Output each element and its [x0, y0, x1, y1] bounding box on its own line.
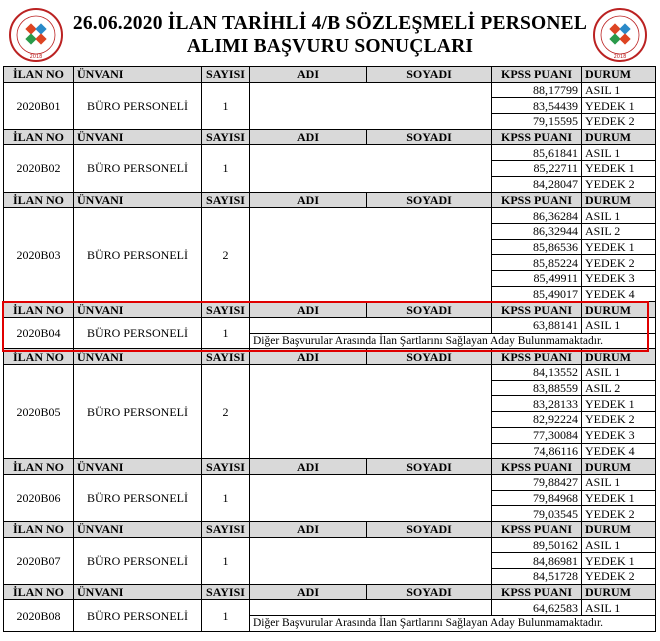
durum-cell: YEDEK 1 — [582, 161, 656, 177]
ilan-no-cell: 2020B07 — [4, 537, 74, 584]
name-surname-redacted — [250, 145, 492, 192]
kpss-cell: 89,50162 — [492, 537, 582, 553]
durum-cell: ASIL 1 — [582, 318, 656, 334]
column-header-soyadi: SOYADI — [367, 67, 492, 83]
title-line-1: 26.06.2020 İLAN TARİHLİ 4/B SÖZLEŞMELİ PERSONEL — [72, 13, 588, 34]
sayi-cell: 1 — [202, 82, 250, 129]
name-surname-redacted — [250, 600, 492, 616]
column-header-unvani: ÜNVANI — [74, 302, 202, 318]
durum-cell: YEDEK 1 — [582, 396, 656, 412]
column-header-soyadi: SOYADI — [367, 129, 492, 145]
durum-cell: YEDEK 4 — [582, 443, 656, 459]
table-row — [4, 365, 656, 381]
kpss-cell: 82,92224 — [492, 412, 582, 428]
durum-cell: YEDEK 2 — [582, 114, 656, 130]
unvan-cell: BÜRO PERSONELİ — [74, 537, 202, 584]
table-header-row — [4, 584, 656, 600]
column-header-ilan-no: İLAN NO — [4, 459, 74, 475]
table-row — [4, 474, 656, 490]
unvan-cell: BÜRO PERSONELİ — [74, 474, 202, 521]
unvan-cell: BÜRO PERSONELİ — [74, 600, 202, 631]
name-surname-redacted — [250, 208, 492, 302]
note-cell: Diğer Başvurular Arasında İlan Şartlarını Sağlayan Aday Bulunmamaktadır. — [250, 333, 656, 349]
column-header-durum: DURUM — [582, 584, 656, 600]
sayi-cell: 1 — [202, 474, 250, 521]
column-header-kpss: KPSS PUANI — [492, 459, 582, 475]
column-header-kpss: KPSS PUANI — [492, 302, 582, 318]
name-surname-redacted — [250, 537, 492, 584]
kpss-cell: 83,54439 — [492, 98, 582, 114]
durum-cell: ASIL 2 — [582, 223, 656, 239]
column-header-kpss: KPSS PUANI — [492, 584, 582, 600]
table-row — [4, 537, 656, 553]
column-header-adi: ADI — [250, 459, 367, 475]
column-header-sayisi: SAYISI — [202, 302, 250, 318]
column-header-adi: ADI — [250, 584, 367, 600]
durum-cell: ASIL 1 — [582, 537, 656, 553]
durum-cell: YEDEK 1 — [582, 98, 656, 114]
kpss-cell: 85,22711 — [492, 161, 582, 177]
table-header-row — [4, 67, 656, 83]
sayi-cell: 1 — [202, 600, 250, 631]
column-header-unvani: ÜNVANI — [74, 192, 202, 208]
durum-cell: ASIL 2 — [582, 380, 656, 396]
svg-text:2018: 2018 — [613, 54, 627, 60]
column-header-adi: ADI — [250, 129, 367, 145]
column-header-durum: DURUM — [582, 129, 656, 145]
table-row — [4, 145, 656, 161]
unvan-cell: BÜRO PERSONELİ — [74, 82, 202, 129]
unvan-cell: BÜRO PERSONELİ — [74, 208, 202, 302]
kpss-cell: 79,84968 — [492, 490, 582, 506]
kpss-cell: 77,30084 — [492, 427, 582, 443]
university-logo-icon — [592, 7, 648, 63]
kpss-cell: 85,49911 — [492, 270, 582, 286]
name-surname-redacted — [250, 474, 492, 521]
column-header-soyadi: SOYADI — [367, 349, 492, 365]
column-header-unvani: ÜNVANI — [74, 521, 202, 537]
table-header-row — [4, 349, 656, 365]
kpss-cell: 83,88559 — [492, 380, 582, 396]
ilan-no-cell: 2020B01 — [4, 82, 74, 129]
table-row — [4, 600, 656, 616]
durum-cell: ASIL 1 — [582, 82, 656, 98]
column-header-durum: DURUM — [582, 67, 656, 83]
column-header-durum: DURUM — [582, 521, 656, 537]
unvan-cell: BÜRO PERSONELİ — [74, 145, 202, 192]
kpss-cell: 79,15595 — [492, 114, 582, 130]
table-header-row — [4, 129, 656, 145]
table-header-row — [4, 459, 656, 475]
durum-cell: ASIL 1 — [582, 208, 656, 224]
university-logo-icon — [8, 7, 64, 63]
column-header-soyadi: SOYADI — [367, 302, 492, 318]
column-header-ilan-no: İLAN NO — [4, 67, 74, 83]
kpss-cell: 79,88427 — [492, 474, 582, 490]
kpss-cell: 85,86536 — [492, 239, 582, 255]
ilan-no-cell: 2020B02 — [4, 145, 74, 192]
column-header-sayisi: SAYISI — [202, 67, 250, 83]
column-header-adi: ADI — [250, 67, 367, 83]
durum-cell: ASIL 1 — [582, 600, 656, 616]
column-header-sayisi: SAYISI — [202, 192, 250, 208]
kpss-cell: 84,28047 — [492, 176, 582, 192]
ilan-no-cell: 2020B06 — [4, 474, 74, 521]
table-header-row — [4, 192, 656, 208]
column-header-kpss: KPSS PUANI — [492, 129, 582, 145]
durum-cell: YEDEK 2 — [582, 506, 656, 522]
durum-cell: YEDEK 2 — [582, 255, 656, 271]
durum-cell: YEDEK 3 — [582, 270, 656, 286]
column-header-soyadi: SOYADI — [367, 459, 492, 475]
column-header-unvani: ÜNVANI — [74, 67, 202, 83]
durum-cell: ASIL 1 — [582, 474, 656, 490]
column-header-ilan-no: İLAN NO — [4, 192, 74, 208]
note-cell: Diğer Başvurular Arasında İlan Şartlarını Sağlayan Aday Bulunmamaktadır. — [250, 616, 656, 632]
column-header-unvani: ÜNVANI — [74, 129, 202, 145]
sayi-cell: 2 — [202, 365, 250, 459]
durum-cell: YEDEK 1 — [582, 553, 656, 569]
durum-cell: YEDEK 4 — [582, 286, 656, 302]
durum-cell: YEDEK 1 — [582, 239, 656, 255]
durum-cell: YEDEK 2 — [582, 176, 656, 192]
column-header-soyadi: SOYADI — [367, 192, 492, 208]
column-header-ilan-no: İLAN NO — [4, 584, 74, 600]
column-header-adi: ADI — [250, 302, 367, 318]
name-surname-redacted — [250, 82, 492, 129]
durum-cell: YEDEK 2 — [582, 412, 656, 428]
page-header — [0, 0, 660, 66]
column-header-sayisi: SAYISI — [202, 129, 250, 145]
column-header-ilan-no: İLAN NO — [4, 302, 74, 318]
table-header-row — [4, 521, 656, 537]
ilan-no-cell: 2020B08 — [4, 600, 74, 631]
unvan-cell: BÜRO PERSONELİ — [74, 365, 202, 459]
unvan-cell: BÜRO PERSONELİ — [74, 318, 202, 349]
column-header-soyadi: SOYADI — [367, 521, 492, 537]
durum-cell: ASIL 1 — [582, 365, 656, 381]
column-header-kpss: KPSS PUANI — [492, 521, 582, 537]
column-header-unvani: ÜNVANI — [74, 584, 202, 600]
name-surname-redacted — [250, 365, 492, 459]
column-header-soyadi: SOYADI — [367, 584, 492, 600]
ilan-no-cell: 2020B04 — [4, 318, 74, 349]
sayi-cell: 1 — [202, 318, 250, 349]
column-header-adi: ADI — [250, 521, 367, 537]
column-header-kpss: KPSS PUANI — [492, 192, 582, 208]
column-header-sayisi: SAYISI — [202, 349, 250, 365]
kpss-cell: 85,85224 — [492, 255, 582, 271]
svg-text:2018: 2018 — [29, 54, 43, 60]
kpss-cell: 86,36284 — [492, 208, 582, 224]
column-header-sayisi: SAYISI — [202, 521, 250, 537]
kpss-cell: 83,28133 — [492, 396, 582, 412]
durum-cell: ASIL 1 — [582, 145, 656, 161]
column-header-adi: ADI — [250, 349, 367, 365]
column-header-durum: DURUM — [582, 192, 656, 208]
column-header-kpss: KPSS PUANI — [492, 67, 582, 83]
ilan-no-cell: 2020B03 — [4, 208, 74, 302]
column-header-unvani: ÜNVANI — [74, 349, 202, 365]
title-line-2: ALIMI BAŞVURU SONUÇLARI — [186, 36, 474, 57]
durum-cell: YEDEK 1 — [582, 490, 656, 506]
kpss-cell: 88,17799 — [492, 82, 582, 98]
kpss-cell: 84,86981 — [492, 553, 582, 569]
kpss-cell: 84,13552 — [492, 365, 582, 381]
durum-cell: YEDEK 2 — [582, 569, 656, 585]
kpss-cell: 64,62583 — [492, 600, 582, 616]
column-header-unvani: ÜNVANI — [74, 459, 202, 475]
results-table — [3, 66, 656, 632]
column-header-sayisi: SAYISI — [202, 459, 250, 475]
kpss-cell: 63,88141 — [492, 318, 582, 334]
column-header-durum: DURUM — [582, 302, 656, 318]
kpss-cell: 85,61841 — [492, 145, 582, 161]
sayi-cell: 1 — [202, 537, 250, 584]
kpss-cell: 85,49017 — [492, 286, 582, 302]
column-header-adi: ADI — [250, 192, 367, 208]
kpss-cell: 79,03545 — [492, 506, 582, 522]
table-row — [4, 82, 656, 98]
column-header-ilan-no: İLAN NO — [4, 129, 74, 145]
kpss-cell: 84,51728 — [492, 569, 582, 585]
column-header-durum: DURUM — [582, 459, 656, 475]
table-row — [4, 318, 656, 334]
page-title — [70, 12, 590, 58]
column-header-ilan-no: İLAN NO — [4, 521, 74, 537]
table-row — [4, 208, 656, 224]
ilan-no-cell: 2020B05 — [4, 365, 74, 459]
column-header-kpss: KPSS PUANI — [492, 349, 582, 365]
kpss-cell: 74,86116 — [492, 443, 582, 459]
column-header-durum: DURUM — [582, 349, 656, 365]
kpss-cell: 86,32944 — [492, 223, 582, 239]
table-header-row — [4, 302, 656, 318]
durum-cell: YEDEK 3 — [582, 427, 656, 443]
column-header-ilan-no: İLAN NO — [4, 349, 74, 365]
sayi-cell: 2 — [202, 208, 250, 302]
sayi-cell: 1 — [202, 145, 250, 192]
name-surname-redacted — [250, 318, 492, 334]
column-header-sayisi: SAYISI — [202, 584, 250, 600]
